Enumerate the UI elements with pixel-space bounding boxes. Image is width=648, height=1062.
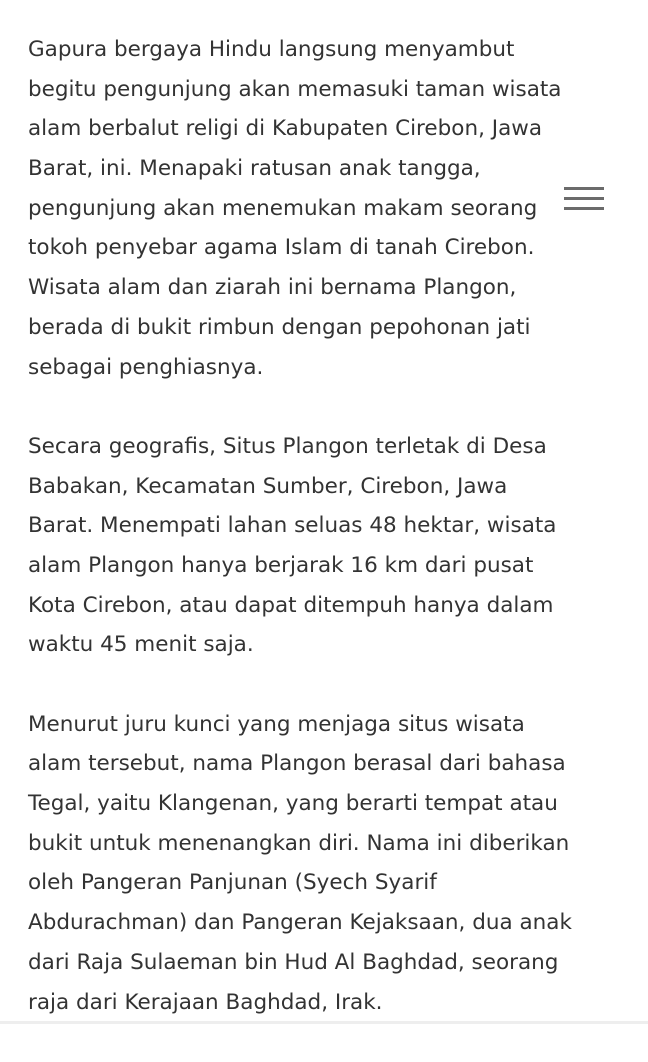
article-paragraph-2 xyxy=(28,427,628,665)
text-line: berada di bukit rimbun dengan pepohonan jati xyxy=(28,314,531,340)
article-body xyxy=(28,30,628,1062)
text-line: Secara geografis, Situs Plangon terletak di Desa xyxy=(28,433,547,459)
text-line: Tegal, yaitu Klangenan, yang berarti tempat atau xyxy=(28,791,558,817)
text-line: waktu 45 menit saja. xyxy=(28,632,254,658)
menu-button[interactable] xyxy=(561,181,607,217)
text-line: tokoh penyebar agama Islam di tanah Cirebon. xyxy=(28,235,535,261)
text-line: pengunjung akan menemukan makam seorang xyxy=(28,195,538,221)
text-line: alam Plangon hanya berjarak 16 km dari pusat xyxy=(28,552,534,578)
article-paragraph-1 xyxy=(28,30,628,387)
text-line: oleh Pangeran Panjunan (Syech Syarif xyxy=(28,870,437,896)
article-paragraph-3 xyxy=(28,705,628,1023)
text-line: alam tersebut, nama Plangon berasal dari bahasa xyxy=(28,751,566,777)
text-line: dari Raja Sulaeman bin Hud Al Baghdad, seorang xyxy=(28,949,559,975)
text-line: raja dari Kerajaan Baghdad, Irak. xyxy=(28,989,383,1015)
text-line: Abdurachman) dan Pangeran Kejaksaan, dua anak xyxy=(28,910,572,936)
text-line: alam berbalut religi di Kabupaten Cirebon, Jawa xyxy=(28,116,543,142)
text-line: Menurut juru kunci yang menjaga situs wisata xyxy=(28,711,525,737)
text-line: Barat, ini. Menapaki ratusan anak tangga, xyxy=(28,156,481,182)
text-line: Babakan, Kecamatan Sumber, Cirebon, Jawa xyxy=(28,473,508,499)
text-line: Barat. Menempati lahan seluas 48 hektar, wisata xyxy=(28,513,557,539)
text-line: sebagai penghiasnya. xyxy=(28,354,264,380)
text-line: Wisata alam dan ziarah ini bernama Plangon, xyxy=(28,275,517,301)
text-line: bukit untuk menenangkan diri. Nama ini diberikan xyxy=(28,830,570,856)
text-line: Gapura bergaya Hindu langsung menyambut xyxy=(28,37,515,62)
text-line: begitu pengunjung akan memasuki taman wisata xyxy=(28,76,562,102)
text-line: Kota Cirebon, atau dapat ditempuh hanya dalam xyxy=(28,592,554,618)
